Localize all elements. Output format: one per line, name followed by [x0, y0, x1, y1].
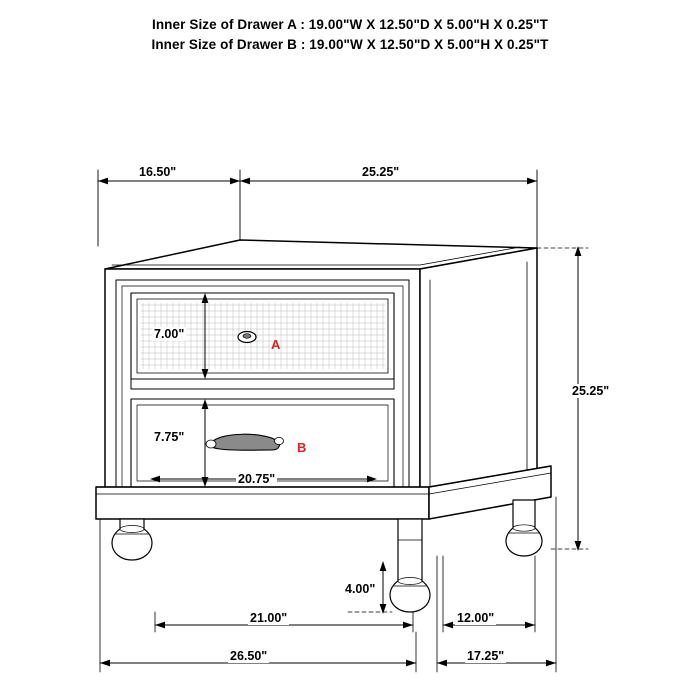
- drawer-label-b: B: [297, 440, 307, 455]
- dim-drawer-a-height: 7.00": [154, 327, 185, 341]
- dim-overall-depth: 17.25": [467, 649, 505, 663]
- dim-overall-width: 26.50": [230, 649, 268, 663]
- dim-leg-height: 4.00": [345, 582, 376, 596]
- dim-bottom-side-depth: 12.00": [457, 611, 495, 625]
- header-line-drawer-b: Inner Size of Drawer B : 19.00"W X 12.50"D X 5.00"H X 0.25"T: [151, 37, 549, 52]
- dim-drawer-b-width: 20.75": [238, 472, 276, 486]
- dim-top-left: 16.50": [139, 165, 177, 179]
- drawer-label-a: A: [271, 337, 281, 352]
- dim-top-right: 25.25": [362, 165, 400, 179]
- dim-bottom-front-width: 21.00": [250, 611, 288, 625]
- dim-overall-height: 25.25": [572, 384, 610, 398]
- dim-drawer-b-height: 7.75": [154, 430, 185, 444]
- header-line-drawer-a: Inner Size of Drawer A : 19.00"W X 12.50"D X 5.00"H X 0.25"T: [151, 17, 548, 32]
